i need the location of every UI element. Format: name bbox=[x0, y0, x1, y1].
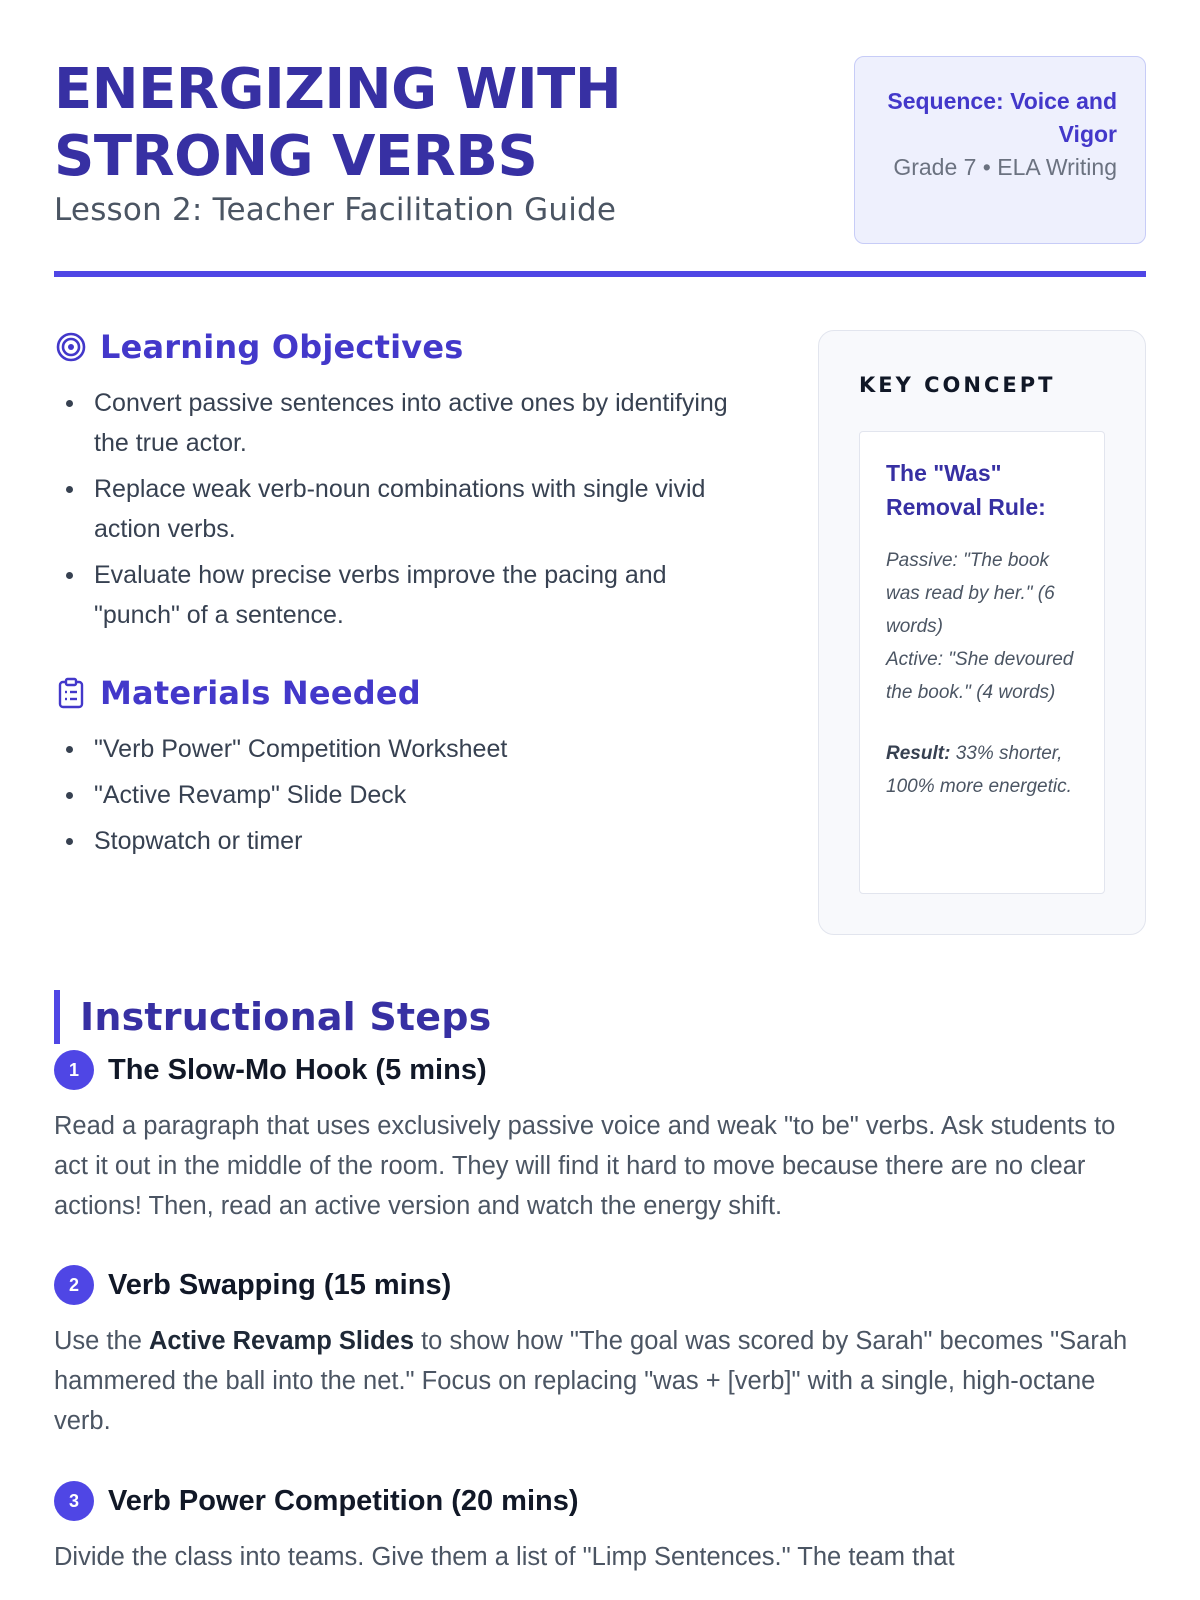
step-name: The Slow-Mo Hook (5 mins) bbox=[108, 1053, 487, 1086]
step-item bbox=[54, 1050, 1146, 1226]
header-divider bbox=[54, 271, 1146, 277]
page-title: ENERGIZING WITH STRONG VERBS bbox=[54, 57, 622, 189]
active-example: Active: "She devoured the book." (4 words) bbox=[886, 649, 1074, 703]
passive-example: Passive: "The book was read by her." (6 words) bbox=[886, 550, 1055, 637]
step-description-bold: Active Revamp Slides bbox=[148, 1327, 415, 1355]
result-label: Result: bbox=[886, 743, 951, 764]
objectives-title: Learning Objectives bbox=[100, 328, 464, 366]
material-item: "Verb Power" Competition Worksheet bbox=[54, 729, 754, 769]
target-icon bbox=[54, 330, 88, 364]
objectives-heading bbox=[54, 325, 463, 369]
step-item bbox=[54, 1481, 1146, 1577]
step-header bbox=[54, 1481, 1146, 1521]
sequence-name: Sequence: Voice and Vigor bbox=[887, 88, 1117, 147]
rule-title: The "Was" Removal Rule: bbox=[886, 460, 1046, 520]
clipboard-icon bbox=[54, 676, 88, 710]
rule-result bbox=[886, 737, 1078, 803]
step-description: Read a paragraph that uses exclusively passive voice and weak "to be" verbs. Ask students to act it out in the middle of the room. They will find it hard to move because there are no clear actions! Then, read an active version and watch the energy shift. bbox=[54, 1112, 1116, 1220]
material-item: Stopwatch or timer bbox=[54, 821, 754, 861]
key-concept-label: KEY CONCEPT bbox=[859, 373, 1056, 397]
step-name: Verb Swapping (15 mins) bbox=[108, 1268, 452, 1301]
sequence-info-box bbox=[854, 56, 1146, 244]
step-item bbox=[54, 1265, 1146, 1441]
materials-title: Materials Needed bbox=[100, 674, 421, 712]
step-header bbox=[54, 1050, 1146, 1090]
steps-title: Instructional Steps bbox=[80, 995, 492, 1039]
step-description-suffix: to show how "The goal was scored by Sarah" becomes "Sarah hammered the ball into the net." Focus on replacing "was + [verb]" with a single, high-octane verb. bbox=[54, 1327, 1128, 1435]
objective-item: Evaluate how precise verbs improve the pacing and "punch" of a sentence. bbox=[54, 555, 754, 635]
result-text: 33% shorter, 100% more energetic. bbox=[886, 743, 1072, 797]
lesson-page bbox=[54, 0, 1146, 1600]
objective-item: Replace weak verb-noun combinations with single vivid action verbs. bbox=[54, 469, 754, 549]
step-number-badge: 2 bbox=[54, 1265, 94, 1305]
grade-label: Grade 7 • ELA Writing bbox=[893, 154, 1117, 180]
step-number-badge: 3 bbox=[54, 1481, 94, 1521]
step-description-prefix: Use the bbox=[54, 1327, 149, 1355]
page-header bbox=[54, 56, 1146, 272]
page-subtitle: Lesson 2: Teacher Facilitation Guide bbox=[54, 192, 617, 228]
step-description bbox=[54, 1321, 1146, 1441]
steps-heading bbox=[54, 990, 491, 1044]
objectives-list bbox=[54, 383, 754, 641]
step-number-badge: 1 bbox=[54, 1050, 94, 1090]
key-concept-card bbox=[818, 330, 1146, 935]
step-description: Divide the class into teams. Give them a list of "Limp Sentences." The team that bbox=[54, 1543, 955, 1571]
material-item: "Active Revamp" Slide Deck bbox=[54, 775, 754, 815]
rule-examples bbox=[886, 544, 1078, 709]
materials-heading bbox=[54, 671, 421, 715]
materials-list bbox=[54, 729, 754, 867]
key-concept-example bbox=[859, 431, 1105, 894]
step-name: Verb Power Competition (20 mins) bbox=[108, 1484, 579, 1517]
objective-item: Convert passive sentences into active ones by identifying the true actor. bbox=[54, 383, 754, 463]
step-header bbox=[54, 1265, 1146, 1305]
